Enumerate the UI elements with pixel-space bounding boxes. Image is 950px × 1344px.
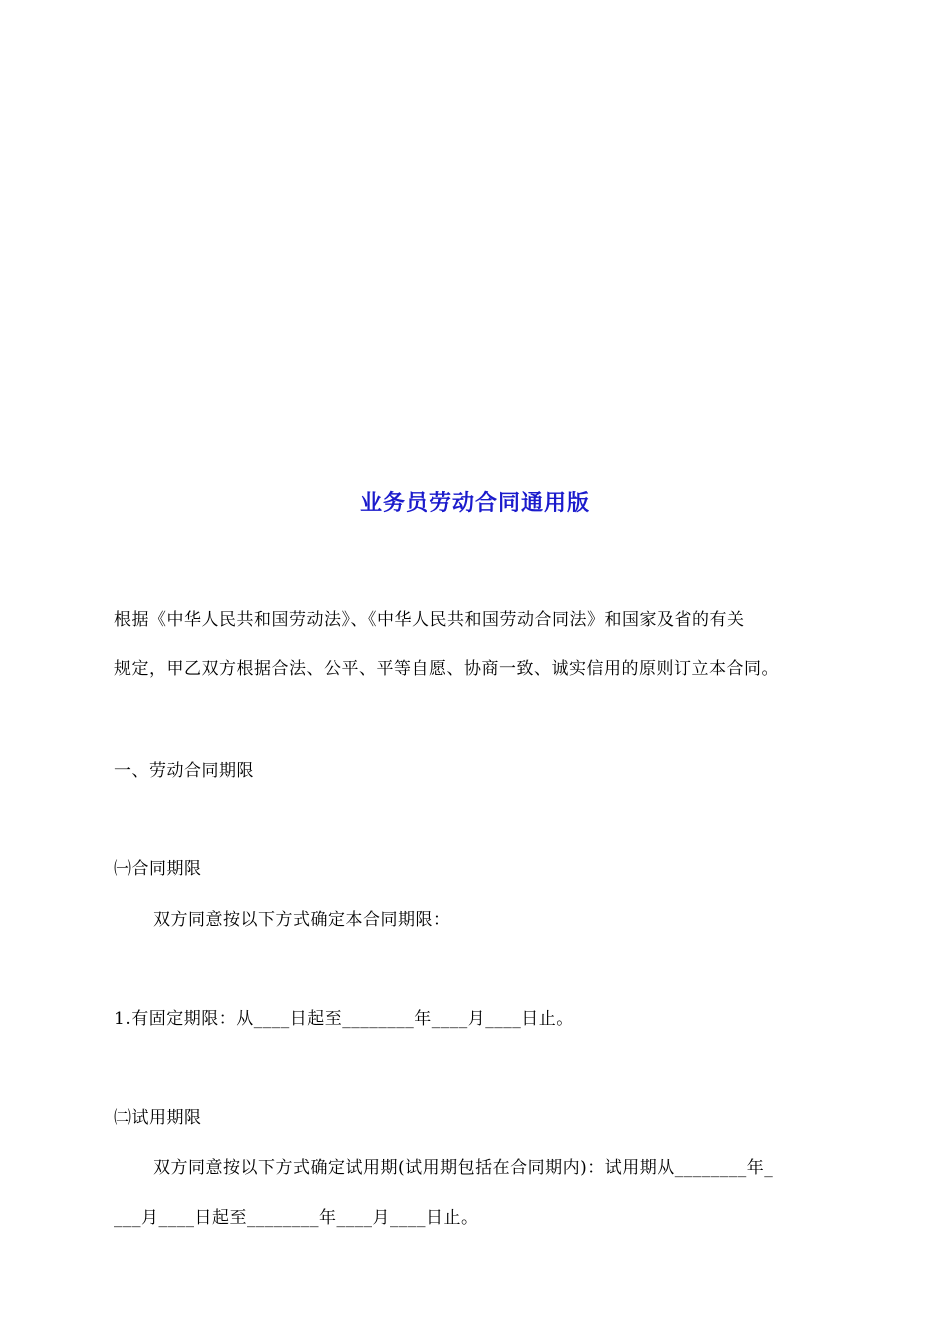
subsection-heading-probation: ㈡试用期限: [114, 1108, 202, 1128]
fixed-term-item: 1.有固定期限：从____日起至________年____月____日止。: [114, 1009, 574, 1029]
section-heading: 一、劳动合同期限: [114, 761, 254, 781]
subsection-heading-contract-term: ㈠合同期限: [114, 859, 202, 879]
document-title: 业务员劳动合同通用版: [359, 491, 590, 516]
preamble-line-1: 根据《中华人民共和国劳动法》、《中华人民共和国劳动合同法》和国家及省的有关: [114, 610, 745, 630]
preamble-line-2: 规定，甲乙双方根据合法、公平、平等自愿、协商一致、诚实信用的原则订立本合同。: [114, 659, 779, 679]
probation-line-1: 双方同意按以下方式确定试用期(试用期包括在合同期内)：试用期从________年_: [153, 1158, 774, 1178]
probation-line-2: ___月____日起至________年____月____日止。: [114, 1208, 479, 1228]
contract-term-intro: 双方同意按以下方式确定本合同期限：: [153, 910, 451, 930]
